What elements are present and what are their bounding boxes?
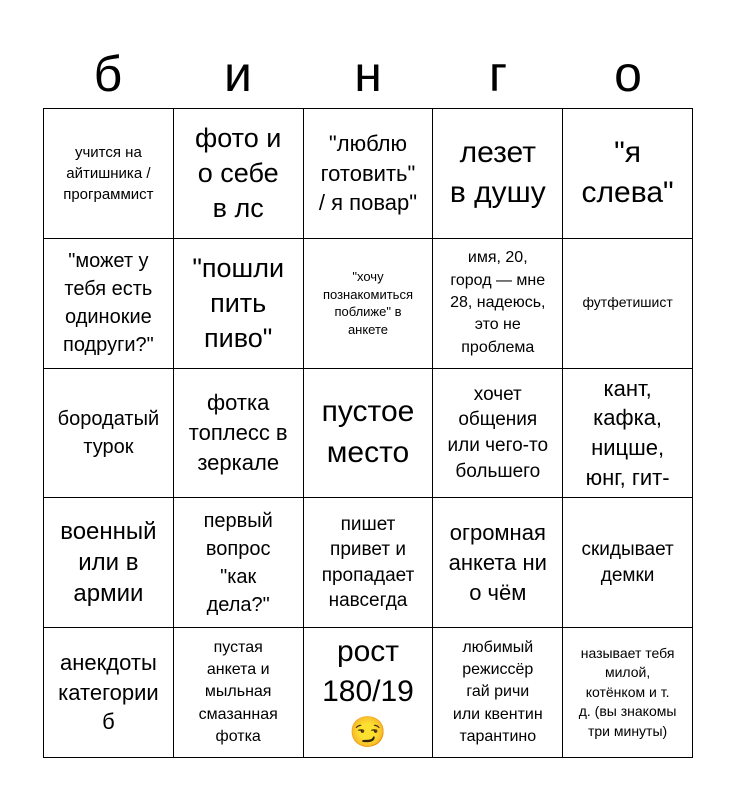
bingo-cell[interactable] — [174, 109, 304, 239]
bingo-cell-text: рост 180/19 😏 — [322, 634, 414, 749]
bingo-cell-text: имя, 20, город — мне 28, надеюсь, это не проблема — [450, 249, 546, 356]
title-letter-n: н — [354, 46, 382, 102]
bingo-cell[interactable] — [174, 239, 304, 369]
bingo-cell[interactable] — [433, 369, 563, 499]
bingo-cell[interactable] — [433, 109, 563, 239]
bingo-cell[interactable] — [563, 628, 693, 758]
bingo-cell[interactable] — [174, 628, 304, 758]
bingo-cell[interactable] — [304, 498, 434, 628]
bingo-cell[interactable] — [304, 628, 434, 758]
bingo-cell[interactable] — [304, 369, 434, 499]
bingo-cell-text: хочет общения или чего-то большего — [447, 383, 549, 482]
bingo-cell-text: огромная анкета ни о чём — [448, 520, 547, 605]
bingo-cell-text: военный или в армии — [60, 518, 157, 608]
bingo-cell[interactable] — [304, 239, 434, 369]
bingo-cell[interactable] — [44, 369, 174, 499]
title-letter-b: б — [93, 46, 123, 102]
bingo-cell-text: "я слева" — [581, 135, 674, 210]
bingo-grid — [43, 108, 693, 758]
bingo-cell-text: пустая анкета и мыльная смазанная фотка — [198, 638, 278, 746]
bingo-cell-text: "может у тебя есть одинокие подруги?" — [63, 250, 154, 357]
bingo-cell-text: пишет привет и пропадает навсегда — [321, 513, 415, 612]
bingo-cell-text: "люблю готовить" / я повар" — [318, 130, 418, 216]
bingo-cell[interactable] — [433, 239, 563, 369]
bingo-cell-text: пустое место — [321, 395, 415, 469]
bingo-cell[interactable] — [563, 239, 693, 369]
bingo-cell-text: "хочу познакомиться поближе" в анкете — [322, 269, 413, 337]
bingo-title — [43, 40, 693, 108]
bingo-cell-text: кант, кафка, ницше, юнг, гит- — [585, 375, 670, 490]
bingo-cell[interactable] — [44, 628, 174, 758]
bingo-cell[interactable] — [174, 498, 304, 628]
title-letter-o: о — [614, 46, 642, 102]
title-letter-g: г — [488, 46, 508, 102]
bingo-cell[interactable] — [563, 498, 693, 628]
bingo-cell-text: первый вопрос "как дела?" — [203, 509, 273, 616]
bingo-cell-text: бородатый турок — [57, 407, 160, 458]
bingo-cell-text: фото и о себе в лс — [195, 122, 282, 223]
bingo-cell-text: "пошли пить пиво" — [192, 252, 285, 353]
bingo-cell[interactable] — [44, 498, 174, 628]
bingo-cell-text: анекдоты категории б — [58, 650, 159, 735]
bingo-cell[interactable] — [563, 109, 693, 239]
bingo-cell[interactable] — [44, 239, 174, 369]
bingo-cell-text: лезет в душу — [449, 135, 546, 210]
bingo-cell-text: любимый режиссёр гай ричи или квентин тарантино — [452, 638, 543, 746]
bingo-cell[interactable] — [433, 498, 563, 628]
bingo-cell[interactable] — [44, 109, 174, 239]
bingo-cell[interactable] — [304, 109, 434, 239]
bingo-cell-text: фотка топлесс в зеркале — [188, 390, 288, 475]
bingo-cell-text: называет тебя милой, котёнком и т. д. (вы знакомы три минуты) — [578, 644, 677, 739]
bingo-cell[interactable] — [433, 628, 563, 758]
title-letter-i: и — [224, 46, 252, 102]
bingo-cell[interactable] — [174, 369, 304, 499]
bingo-cell-text: футфетишист — [582, 294, 673, 311]
bingo-cell-text: учится на айтишника / программист — [63, 143, 154, 203]
bingo-cell-text: скидывает демки — [581, 539, 674, 586]
bingo-cell[interactable] — [563, 369, 693, 499]
